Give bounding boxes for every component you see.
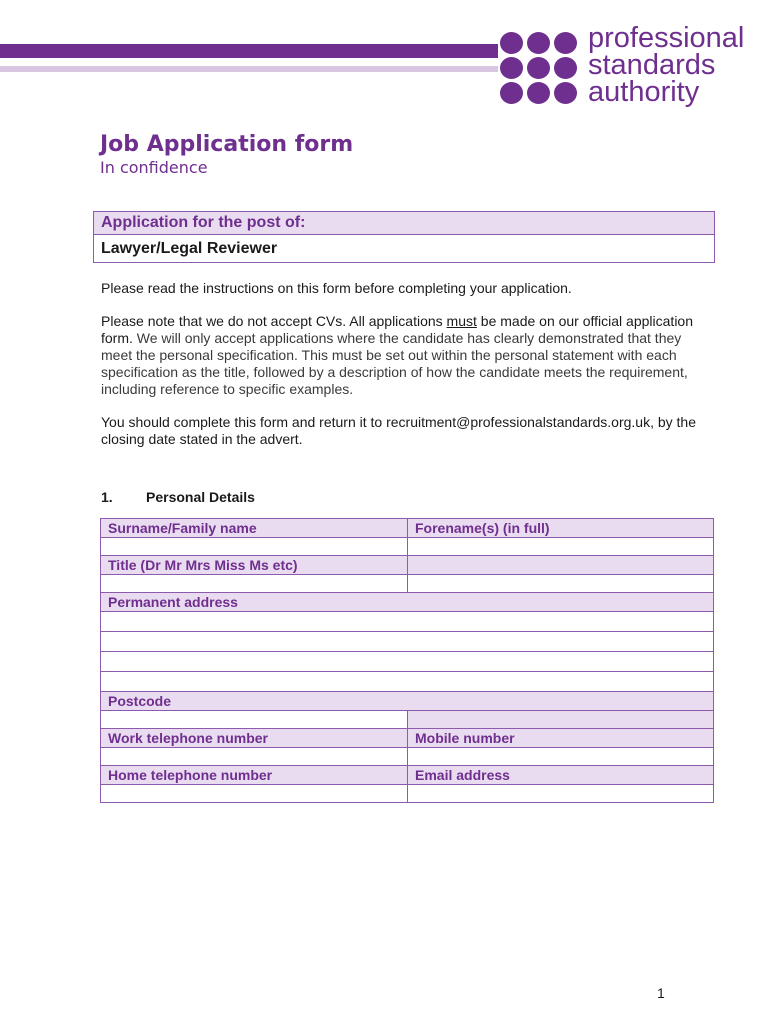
psa-logo (500, 22, 770, 108)
logo-wordmark (588, 22, 745, 108)
section-title: Personal Details (146, 489, 255, 505)
personal-details-table (100, 518, 714, 803)
address-field-line-4[interactable] (101, 672, 714, 692)
header-stripe-light (0, 66, 498, 72)
instruction-p2-underline: must (446, 313, 477, 329)
surname-field[interactable] (101, 538, 408, 556)
email-label: Email address (408, 766, 714, 785)
title-field-blank (408, 575, 714, 593)
postcode-label: Postcode (101, 692, 714, 711)
post-box (93, 211, 715, 263)
title-field[interactable] (101, 575, 408, 593)
postcode-field[interactable] (101, 711, 408, 729)
section-number: 1. (101, 489, 113, 505)
instruction-paragraph-3: You should complete this form and return it to recruitment@professionalstandards.org.uk, by the closing date stated in the advert. (101, 414, 697, 447)
instruction-paragraph-1: Please read the instructions on this form before completing your application. (101, 280, 572, 296)
header-stripe-dark (0, 44, 498, 58)
title-label-blank (408, 556, 714, 575)
email-field[interactable] (408, 785, 714, 803)
forename-label: Forename(s) (in full) (408, 519, 714, 538)
postcode-blank (408, 711, 714, 729)
mobile-field[interactable] (408, 748, 714, 766)
post-label: Application for the post of: (94, 212, 714, 235)
instruction-p2-part-a: Please note that we do not accept CVs. All applications (101, 313, 447, 329)
instruction-paragraph-2 (101, 313, 711, 398)
home-phone-label: Home telephone number (101, 766, 408, 785)
instruction-p2-part-c: We will only accept applications where the candidate has clearly demonstrated that they meet the personal specification. This must be set out within the personal statement with each specification as the title, followed by a description of how the candidate meets the requirement, including reference to specific examples. (101, 330, 688, 397)
address-field-line-1[interactable] (101, 612, 714, 632)
logo-line-2: standards (588, 49, 716, 81)
surname-label: Surname/Family name (101, 519, 408, 538)
title-label: Title (Dr Mr Mrs Miss Ms etc) (101, 556, 408, 575)
address-label: Permanent address (101, 593, 714, 612)
mobile-label: Mobile number (408, 729, 714, 748)
logo-line-3: authority (588, 76, 700, 108)
work-phone-label: Work telephone number (101, 729, 408, 748)
address-field-line-2[interactable] (101, 632, 714, 652)
logo-line-1: professional (588, 22, 745, 54)
work-phone-field[interactable] (101, 748, 408, 766)
home-phone-field[interactable] (101, 785, 408, 803)
logo-dots-icon (500, 32, 578, 104)
post-value: Lawyer/Legal Reviewer (101, 240, 278, 257)
page-subtitle: In confidence (100, 158, 208, 177)
forename-field[interactable] (408, 538, 714, 556)
instruction-p2-part-b: be made on our official application form. (101, 313, 693, 346)
address-field-line-3[interactable] (101, 652, 714, 672)
page-title: Job Application form (100, 132, 354, 157)
page-number: 1 (657, 985, 665, 1001)
